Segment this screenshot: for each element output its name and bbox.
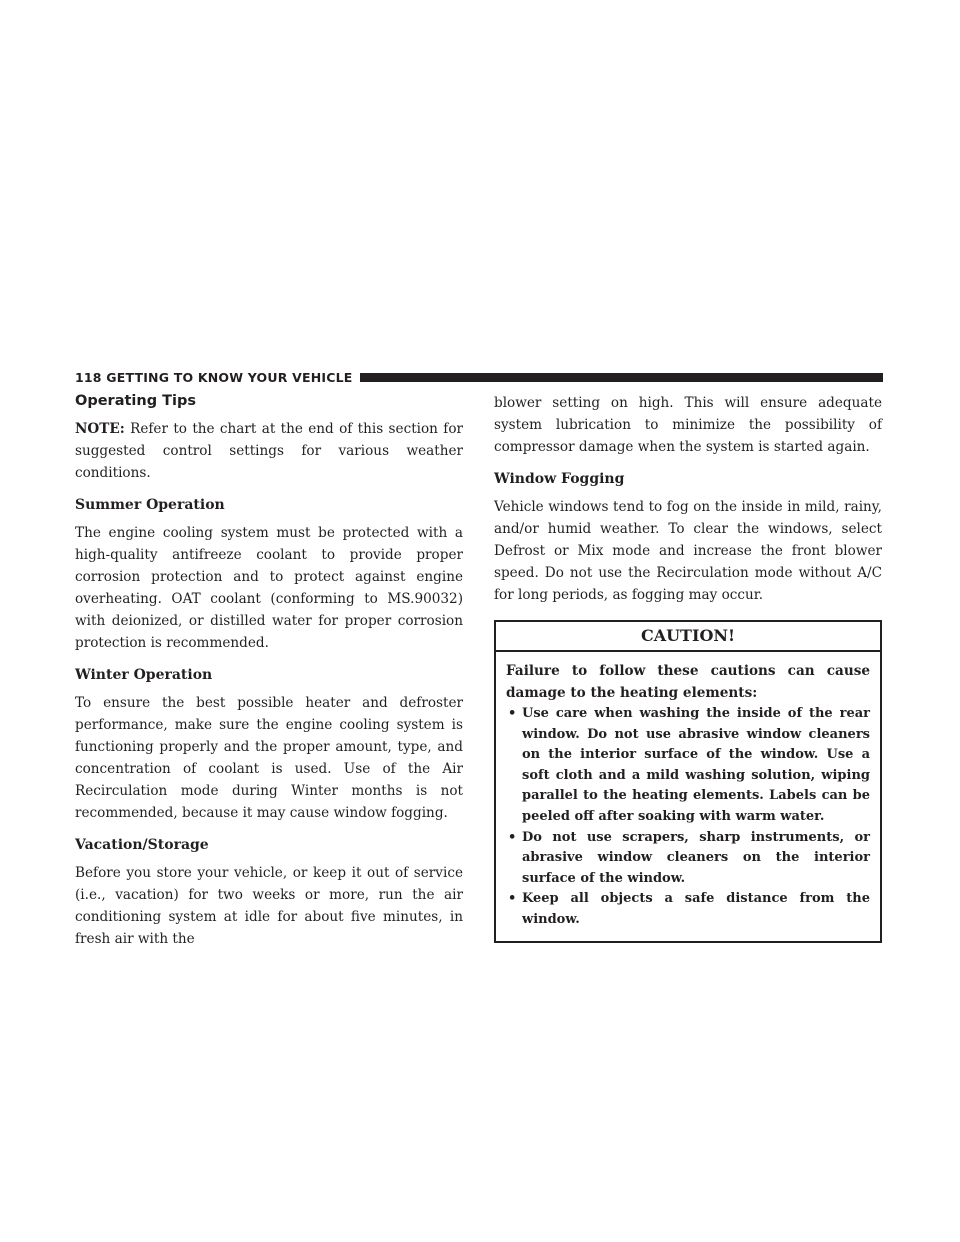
caution-body: [496, 652, 880, 941]
caution-item-text: Use care when washing the inside of the rear window. Do not use abrasive window cleaners on the interior surface of the window. Use a soft cloth and a mild washing solution, wiping parallel to the heating elements. Labels can be peeled off after soaking with warm water.: [522, 706, 870, 824]
winter-operation-heading: Winter Operation: [75, 667, 213, 683]
header-label: [75, 370, 353, 385]
summer-operation-heading: Summer Operation: [75, 497, 225, 513]
window-fogging-text: Vehicle windows tend to fog on the inside in mild, rainy, and/or humid weather. To clear the windows, select Defrost or Mix mode and increase the front blower speed. Do not use the Recirculation mode without A/C for long periods, as fogging may occur.: [494, 499, 882, 603]
window-fogging-heading: Window Fogging: [494, 471, 625, 487]
caution-item: [506, 889, 870, 930]
note-label: NOTE:: [75, 421, 125, 437]
caution-title: CAUTION!: [496, 622, 880, 652]
bullet-icon: •: [508, 829, 517, 845]
note-paragraph: [75, 418, 463, 484]
page-header: [75, 368, 883, 386]
continued-paragraph: blower setting on high. This will ensure adequate system lubrication to minimize the possibility of compressor damage when the system is started again.: [494, 395, 882, 455]
left-column: [75, 392, 463, 960]
page-number: 118: [75, 369, 102, 385]
caution-item-text: Do not use scrapers, sharp instruments, or abrasive window cleaners on the interior surface of the window.: [522, 829, 870, 886]
vacation-storage-heading: Vacation/Storage: [75, 837, 209, 853]
section-title: GETTING TO KNOW YOUR VEHICLE: [106, 369, 353, 385]
caution-item: [506, 704, 870, 828]
caution-intro: Failure to follow these cautions can cause damage to the heating elements:: [506, 663, 870, 701]
bullet-icon: •: [508, 706, 517, 721]
note-text: Refer to the chart at the end of this section for suggested control settings for various weather conditions.: [75, 421, 464, 481]
caution-box: [494, 620, 882, 943]
operating-tips-heading: Operating Tips: [75, 393, 196, 409]
summer-operation-text: The engine cooling system must be protected with a high-quality antifreeze coolant to provide proper corrosion protection and to protect against engine overheating. OAT coolant (conforming to MS.90032) with deionized, or distilled water for proper corrosion protection is recommended.: [75, 525, 463, 651]
caution-list: [506, 704, 870, 931]
header-rule: [360, 373, 883, 382]
vacation-storage-text: Before you store your vehicle, or keep it out of service (i.e., vacation) for two weeks or more, run the air conditioning system at idle for about five minutes, in fresh air with the: [75, 865, 463, 947]
bullet-icon: •: [508, 891, 517, 907]
right-column: [494, 392, 882, 943]
caution-item-text: Keep all objects a safe distance from the window.: [522, 891, 870, 927]
caution-item: [506, 828, 870, 890]
winter-operation-text: To ensure the best possible heater and defroster performance, make sure the engine cooling system is functioning properly and the proper amount, type, and concentration of coolant is used. Use of the Air Recirculation mode during Winter months is not recommended, because it may cause window fogging.: [75, 695, 463, 821]
